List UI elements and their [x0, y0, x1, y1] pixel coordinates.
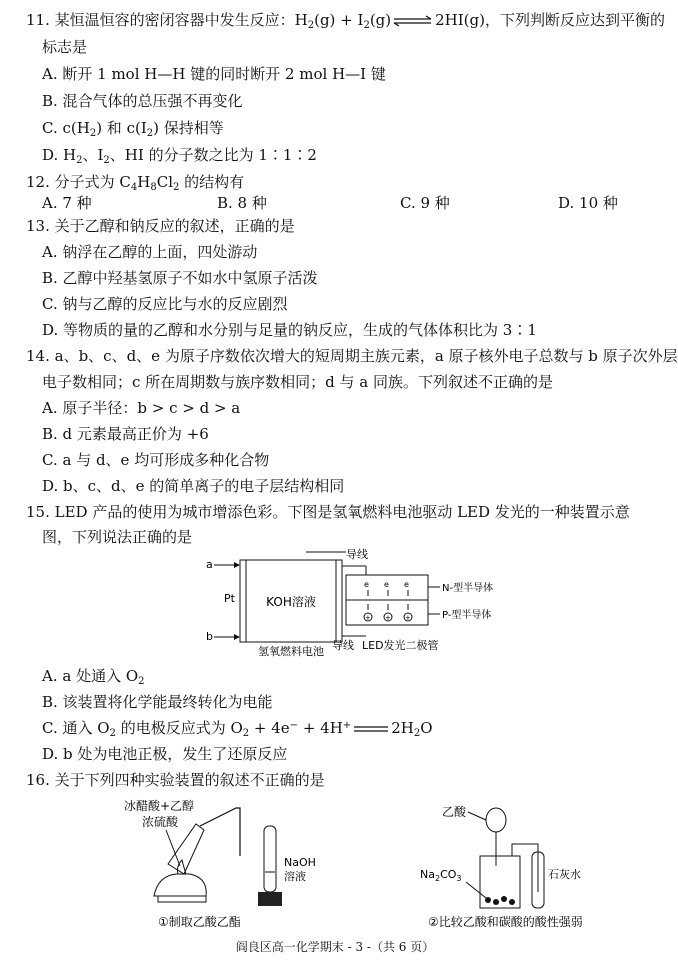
label-naoh-solution: 溶液	[284, 870, 306, 883]
reagent-pointer	[166, 830, 180, 866]
hole-plus-1: +	[365, 614, 371, 622]
q13-option-b: B. 乙醇中羟基氢原子不如水中氢原子活泼	[42, 269, 318, 287]
q11-stem-cont: 标志是	[42, 38, 88, 56]
q16-stem: 16. 关于下列四种实验装置的叙述不正确的是	[26, 771, 325, 789]
q13-stem: 13. 关于乙醇和钠反应的叙述，正确的是	[26, 217, 295, 235]
solid-particle	[501, 896, 507, 902]
page-footer: 阎良区高一化学期末 - 3 -（共 6 页）	[235, 940, 435, 954]
caption-right: ②比较乙酸和碳酸的酸性强弱	[428, 915, 583, 929]
q11-option-d: D. $H_2$、$I_2$、HI 的分子数之比为 1∶1∶2	[42, 146, 317, 166]
q15-option-d: D. b 处为电池正极，发生了还原反应	[42, 745, 288, 763]
acid-strength-apparatus	[420, 796, 640, 936]
q15-stem: 15. LED 产品的使用为城市增添色彩。下图是氢氧燃料电池驱动 LED 发光的一种装置示意	[26, 503, 630, 521]
caption-left: ①制取乙酸乙酯	[158, 915, 241, 929]
label-led: LED发光二极管	[362, 639, 439, 652]
q15-option-c: C. 通入 $O_2$ 的电极反应式为 $O_2 + 4e^- + 4H^+$ $2H_2O$	[42, 719, 433, 739]
alcohol-lamp	[154, 874, 206, 896]
equals-arrow-icon	[353, 724, 389, 734]
label-inlet-b: b	[206, 630, 213, 643]
q11-option-c: C. $c(H_2)$ 和 $c(I_2)$ 保持相等	[42, 119, 224, 139]
electrode-left	[240, 560, 246, 642]
label-reagents: 冰醋酸+乙醇	[124, 799, 195, 813]
arrow-right-icon	[234, 634, 240, 640]
q12-option-c: C. 9 种	[400, 194, 450, 212]
label-acetic-acid: 乙酸	[442, 805, 467, 819]
label-limewater: 石灰水	[548, 868, 581, 881]
hole-plus-3: +	[405, 614, 411, 622]
label-fuel-cell: 氢氧燃料电池	[258, 645, 324, 658]
label-wire-top: 导线	[346, 548, 368, 561]
label-sulfuric-acid: 浓硫酸	[142, 815, 179, 829]
label-wire-bottom: 导线	[332, 639, 354, 652]
tube-stand	[258, 892, 282, 906]
fuel-cell-led-diagram	[196, 550, 516, 660]
label-p-semiconductor: P-型半导体	[442, 610, 492, 621]
gas-tube	[512, 844, 538, 892]
q15-stem-cont: 图，下列说法正确的是	[42, 528, 193, 546]
carrier-electron-2: e	[384, 580, 389, 589]
label-naoh: NaOH	[284, 856, 316, 869]
q14-option-d: D. b、c、d、e 的简单离子的电子层结构相同	[42, 477, 345, 495]
solid-particle	[493, 899, 499, 905]
q13-option-d: D. 等物质的量的乙醇和水分别与足量的钠反应，生成的气体体积比为 3∶1	[42, 321, 537, 339]
solid-particle	[509, 899, 515, 905]
q11-option-b: B. 混合气体的总压强不再变化	[42, 92, 243, 110]
label-pt: Pt	[224, 592, 235, 605]
q14-option-b: B. d 元素最高正价为 +6	[42, 425, 209, 443]
delivery-tube	[200, 808, 240, 856]
q14-stem: 14. a、b、c、d、e 为原子序数依次增大的短周期主族元素，a 原子核外电子总数与 b 原子次外层	[26, 347, 678, 365]
q11-stem: 11. 某恒温恒容的密闭容器中发生反应：$H_2(g) + I_2(g)$ 2HI(g)，下列判断反应达到平衡的	[26, 11, 665, 31]
q15-option-a: A. a 处通入 $O_2$	[42, 667, 145, 687]
q11-option-a: A. 断开 1 mol H—H 键的同时断开 2 mol H—I 键	[42, 65, 386, 83]
q12-option-a: A. 7 种	[42, 194, 92, 212]
q14-option-a: A. 原子半径：b > c > d > a	[42, 399, 241, 417]
label-n-semiconductor: N-型半导体	[442, 583, 494, 594]
label-koh: KOH溶液	[266, 595, 316, 609]
lamp-base	[158, 896, 206, 902]
na2co3-pointer	[466, 882, 486, 898]
q13-option-c: C. 钠与乙醇的反应比与水的反应剧烈	[42, 295, 288, 313]
label-na2co3: $Na_2CO_3$	[420, 868, 462, 883]
acid-pointer	[468, 812, 486, 820]
q14-stem-cont: 电子数相同；c 所在周期数与族序数相同；d 与 a 同族。下列叙述不正确的是	[42, 373, 554, 391]
hole-plus-2: +	[385, 614, 391, 622]
q12-option-d: D. 10 种	[558, 194, 618, 212]
reversible-arrow-icon	[393, 16, 433, 26]
ester-preparation-apparatus	[118, 796, 316, 936]
q12-option-b: B. 8 种	[217, 194, 267, 212]
q15-option-b: B. 该装置将化学能最终转化为电能	[42, 693, 273, 711]
carrier-electron-3: e	[404, 580, 409, 589]
label-inlet-a: a	[206, 558, 213, 571]
receiving-tube	[264, 826, 276, 892]
q14-option-c: C. a 与 d、e 均可形成多种化合物	[42, 451, 270, 469]
arrow-right-icon	[234, 562, 240, 568]
q12-stem: 12. 分子式为 $C_4H_8Cl_2$ 的结构有	[26, 173, 245, 193]
separatory-funnel	[486, 808, 506, 832]
q13-option-a: A. 钠浮在乙醇的上面，四处游动	[42, 243, 258, 261]
electrode-right	[336, 560, 342, 642]
carrier-electron-1: e	[364, 580, 369, 589]
